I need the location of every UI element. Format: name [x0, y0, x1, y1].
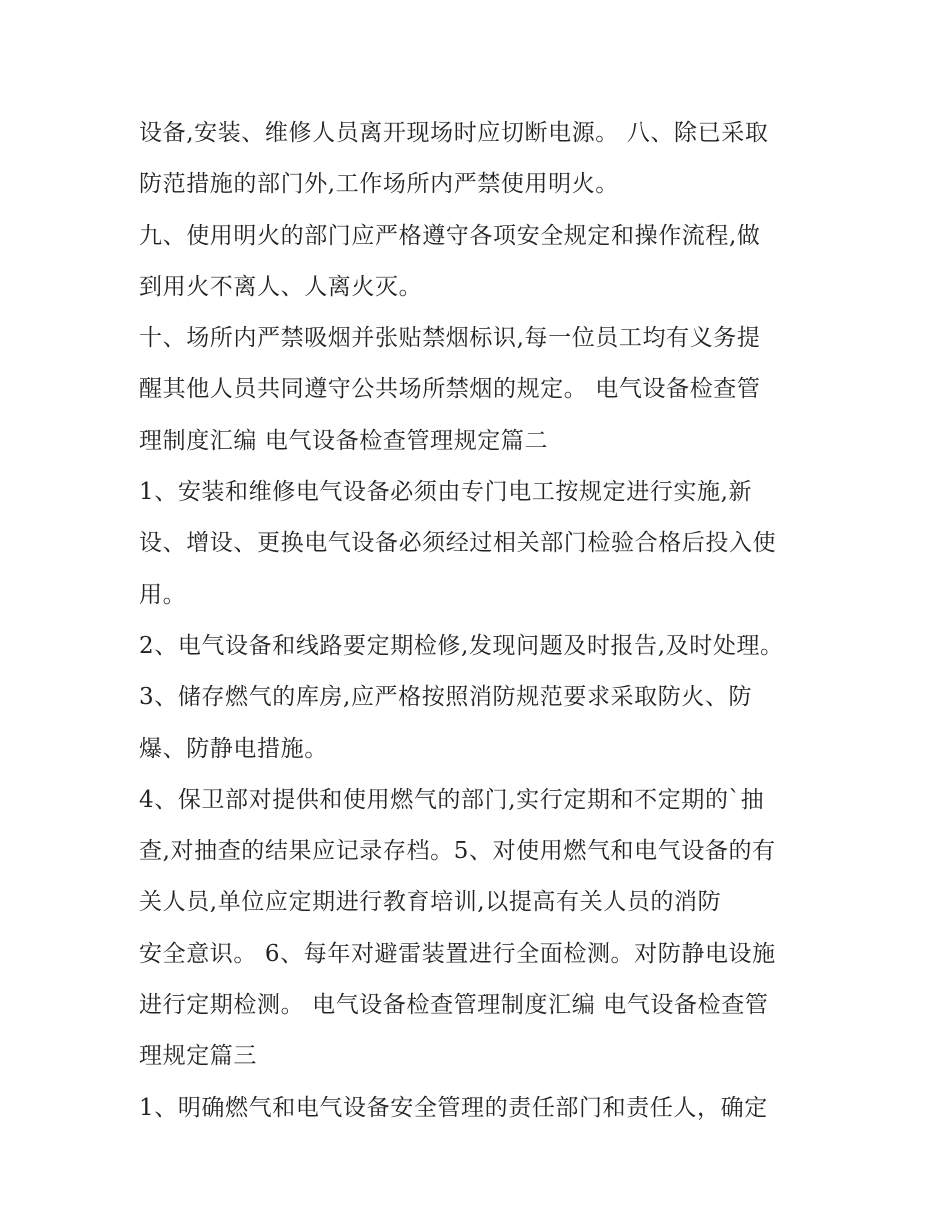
text-line: 九、使用明火的部门应严格遵守各项安全规定和操作流程,做 [139, 222, 761, 249]
text-line: 3、储存燃气的库房,应严格按照消防规范要求采取防火、防 [139, 684, 753, 711]
text-line: 十、场所内严禁吸烟并张贴禁烟标识,每一位员工均有义务提 [139, 325, 761, 352]
text-line: 爆、防静电措施。 [139, 735, 328, 762]
text-line: 防范措施的部门外,工作场所内严禁使用明火。 [139, 171, 619, 198]
text-line: 设备,安装、维修人员离开现场时应切断电源。 八、除已采取 [139, 120, 769, 146]
text-line: 查,对抽查的结果应记录存档。5、对使用燃气和电气设备的有 [139, 838, 776, 865]
text-line: 安全意识。 6、每年对避雷装置进行全面检测。对防静电设施 [139, 940, 776, 967]
document-body [139, 108, 839, 1134]
text-line: 设、增设、更换电气设备必须经过相关部门检验合格后投入使 [139, 530, 777, 557]
text-line: 理制度汇编 电气设备检查管理规定篇二 [139, 427, 549, 454]
text-line: 关人员,单位应定期进行教育培训,以提高有关人员的消防 [139, 889, 722, 916]
text-line: 到用火不离人、人离火灭。 [139, 273, 423, 300]
text-line: 1、安装和维修电气设备必须由专门电工按规定进行实施,新 [139, 479, 753, 506]
text-line: 用。 [139, 581, 187, 608]
text-line: 2、电气设备和线路要定期检修,发现问题及时报告,及时处理。 [139, 632, 784, 659]
text-line: 醒其他人员共同遵守公共场所禁烟的规定。 电气设备检查管 [139, 376, 761, 403]
text-line: 1、明确燃气和电气设备安全管理的责任部门和责任人，确定 [139, 1094, 768, 1121]
text-line: 4、保卫部对提供和使用燃气的部门,实行定期和不定期的`抽 [139, 786, 765, 813]
text-line: 进行定期检测。 电气设备检查管理制度汇编 电气设备检查管 [139, 992, 769, 1019]
text-line: 理规定篇三 [139, 1043, 257, 1070]
